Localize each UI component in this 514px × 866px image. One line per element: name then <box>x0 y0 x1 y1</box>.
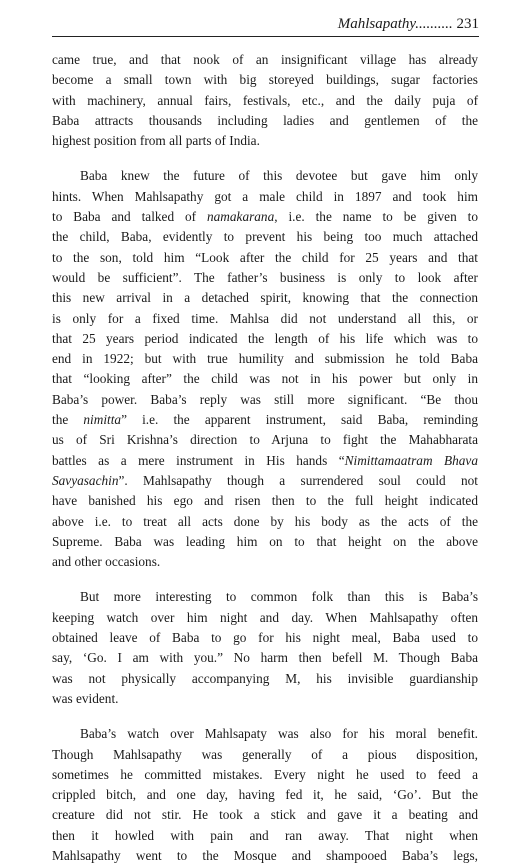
text-line: But more interesting to common folk than this is Baba’s <box>80 589 478 605</box>
text-line: this new arrival in a detached spirit, knowing that the connection <box>52 290 478 306</box>
text-line: to Baba and talked of namakarana, i.e. the name to be given to <box>52 209 478 225</box>
text-line: Baba’s power. Baba’s reply was still more significant. “Be thou <box>52 391 478 407</box>
text-line: the nimitta” i.e. the apparent instrument, said Baba, reminding <box>52 412 478 428</box>
paragraph-4 <box>52 724 478 866</box>
body-text <box>52 50 478 866</box>
text-line: would be sufficient”. The father’s business is only to look after <box>52 269 478 285</box>
page-number: 231 <box>456 16 479 32</box>
text-line: then it howled with pain and ran away. That night when <box>52 827 478 843</box>
text-line: above i.e. to treat all acts done by his body as the acts of the <box>52 513 478 529</box>
text-line: Baba attracts thousands including ladies and gentlemen of the <box>52 112 478 128</box>
text-line: hints. When Mahlsapathy got a male child in 1897 and took him <box>52 188 478 204</box>
text-line: came true, and that nook of an insignificant village has already <box>52 52 478 67</box>
text-line: Supreme. Baba was leading him on to that height on the above <box>52 533 478 549</box>
text-line: sometimes he committed mistakes. Every night he used to feed a <box>52 766 478 782</box>
text-line: with machinery, annual fairs, festivals, etc., and the daily puja of <box>52 92 478 108</box>
text-line: end in 1922; but with true humility and submission he told Baba <box>52 351 478 367</box>
text-line: and other occasions. <box>52 554 161 570</box>
text-line: obtained leave of Baba to go for his night meal, Baba used to <box>52 630 478 646</box>
text-line: battles as a mere instrument in His hands “Nimittamaatram Bhava <box>52 452 478 468</box>
text-line: was evident. <box>52 690 119 706</box>
paragraph-1 <box>52 50 478 151</box>
text-line: Mahlsapathy went to the Mosque and shampooed Baba’s legs, <box>52 847 478 863</box>
text-line: that 25 years period indicated the length of his life which was to <box>52 330 478 346</box>
paragraph-2 <box>52 166 478 572</box>
text-line: is only for a fixed time. Mahlsa did not understand all this, or <box>52 310 478 326</box>
text-line: the child, Baba, evidently to prevent his being too much attached <box>52 229 478 245</box>
running-title: Mahlsapathy.......... <box>337 16 453 32</box>
text-line: was not physically accompanying M, his invisible guardianship <box>52 670 478 686</box>
text-line: Savyasachin”. Mahlsapathy though a surrendered soul could not <box>52 472 478 488</box>
text-line: Though Mahlsapathy was generally of a pious disposition, <box>52 746 478 762</box>
text-line: keeping watch over him night and day. When Mahlsapathy often <box>52 609 478 625</box>
text-line: to the son, told him “Look after the child for 25 years and that <box>52 249 478 265</box>
text-line: creature did not stir. He took a stick and gave it a beating and <box>52 807 478 823</box>
text-line: Baba knew the future of this devotee but gave him only <box>80 168 478 184</box>
text-line: become a small town with big storeyed buildings, sugar factories <box>52 72 478 88</box>
running-header <box>52 14 479 37</box>
paragraph-3 <box>52 587 478 709</box>
text-line: us of Sri Krishna’s direction to Arjuna to fight the Mahabharata <box>52 432 478 448</box>
text-line: have banished his ego and risen then to the full height indicated <box>52 493 478 509</box>
text-line: say, ‘Go. I am with you.” No harm then befell M. Though Baba <box>52 650 478 666</box>
text-line: highest position from all parts of India. <box>52 133 260 149</box>
text-line: that “looking after” the child was not in his power but only in <box>52 371 478 387</box>
text-line: crippled bitch, and one day, having fed it, he said, ‘Go’. But the <box>52 787 478 803</box>
text-line: Baba’s watch over Mahlsapaty was also for his moral benefit. <box>80 726 478 742</box>
